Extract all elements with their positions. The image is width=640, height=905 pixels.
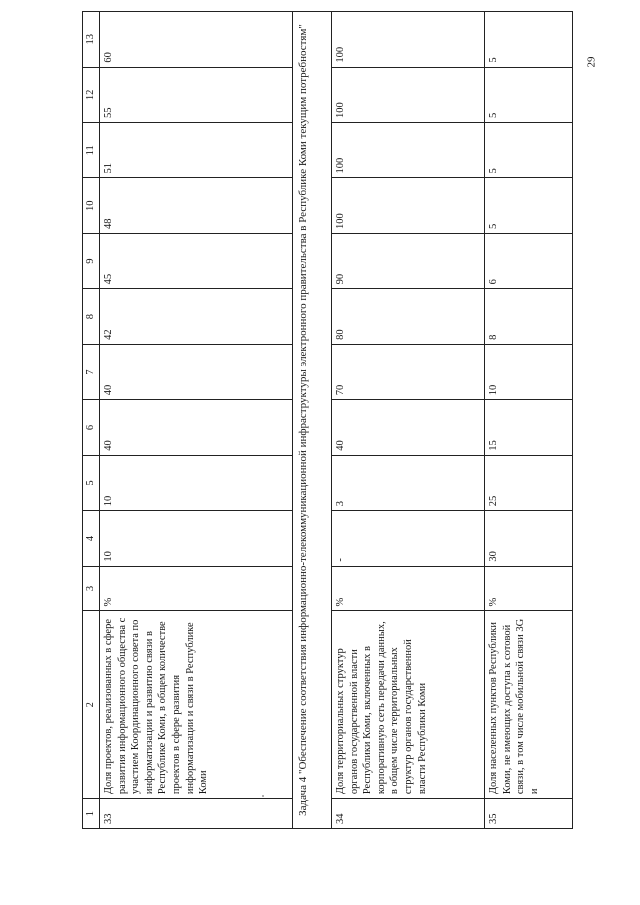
table-row xyxy=(485,12,573,829)
row-number: 33 xyxy=(100,799,293,829)
value-cell: 100 xyxy=(332,67,485,122)
indicator-name: Доля проектов, реализованных в сфере развития информационного общества с участием Координационного совета по информатизации и развитию связи в Республике Коми, в общем количестве проектов в сфере развития информатизации и связи в Республике Коми xyxy=(100,611,293,799)
value-cell: 100 xyxy=(332,178,485,233)
column-number: 7 xyxy=(83,344,100,399)
value-cell: 100 xyxy=(332,12,485,68)
value-cell: 45 xyxy=(100,233,293,288)
header-row xyxy=(83,12,100,829)
scan-speck xyxy=(262,795,264,797)
value-cell: 60 xyxy=(100,12,293,68)
column-number: 13 xyxy=(83,12,100,68)
column-number: 2 xyxy=(83,611,100,799)
value-cell: 5 xyxy=(485,178,573,233)
value-cell: 6 xyxy=(485,233,573,288)
column-number: 4 xyxy=(83,511,100,566)
task-heading: Задача 4 "Обеспечение соответствия информационно-телекоммуникационной инфраструктуры электронного правительства в Республике Коми текущим потребностям" xyxy=(293,12,332,829)
column-number: 10 xyxy=(83,178,100,233)
column-number: 8 xyxy=(83,289,100,344)
value-cell: 40 xyxy=(332,400,485,455)
value-cell: 10 xyxy=(485,344,573,399)
table-row xyxy=(332,12,485,829)
row-number: 34 xyxy=(332,799,485,829)
unit-cell: % xyxy=(100,566,293,611)
value-cell: 5 xyxy=(485,123,573,178)
value-cell: 5 xyxy=(485,67,573,122)
row-number: 35 xyxy=(485,799,573,829)
value-cell: 40 xyxy=(100,400,293,455)
value-cell: 100 xyxy=(332,123,485,178)
value-cell: 70 xyxy=(332,344,485,399)
value-cell: 51 xyxy=(100,123,293,178)
column-number: 1 xyxy=(83,799,100,829)
value-cell: 10 xyxy=(100,455,293,510)
indicators-table xyxy=(82,11,573,829)
page-number: 29 xyxy=(585,56,598,68)
column-number: 12 xyxy=(83,67,100,122)
value-cell: 25 xyxy=(485,455,573,510)
value-cell: 80 xyxy=(332,289,485,344)
value-cell: 8 xyxy=(485,289,573,344)
value-cell: 42 xyxy=(100,289,293,344)
indicator-name: Доля населенных пунктов Республики Коми, не имеющих доступа к сотовой связи, в том числе мобильной связи 3G и xyxy=(485,611,573,799)
value-cell: 10 xyxy=(100,511,293,566)
column-number: 9 xyxy=(83,233,100,288)
value-cell: 48 xyxy=(100,178,293,233)
value-cell: 90 xyxy=(332,233,485,288)
value-cell: 15 xyxy=(485,400,573,455)
value-cell: 30 xyxy=(485,511,573,566)
indicator-name: Доля территориальных структур органов государственной власти Республики Коми, включенных в корпоративную сеть передачи данных, в общем числе территориальных структур органов государственной власти Республики Коми xyxy=(332,611,485,799)
column-number: 11 xyxy=(83,123,100,178)
value-cell: 5 xyxy=(485,12,573,68)
value-cell: 3 xyxy=(332,455,485,510)
task-heading-row xyxy=(293,12,332,829)
value-cell: 40 xyxy=(100,344,293,399)
value-cell: - xyxy=(332,511,485,566)
column-number: 5 xyxy=(83,455,100,510)
value-cell: 55 xyxy=(100,67,293,122)
unit-cell: % xyxy=(332,566,485,611)
table-row xyxy=(100,12,293,829)
column-number: 3 xyxy=(83,566,100,611)
unit-cell: % xyxy=(485,566,573,611)
column-number: 6 xyxy=(83,400,100,455)
